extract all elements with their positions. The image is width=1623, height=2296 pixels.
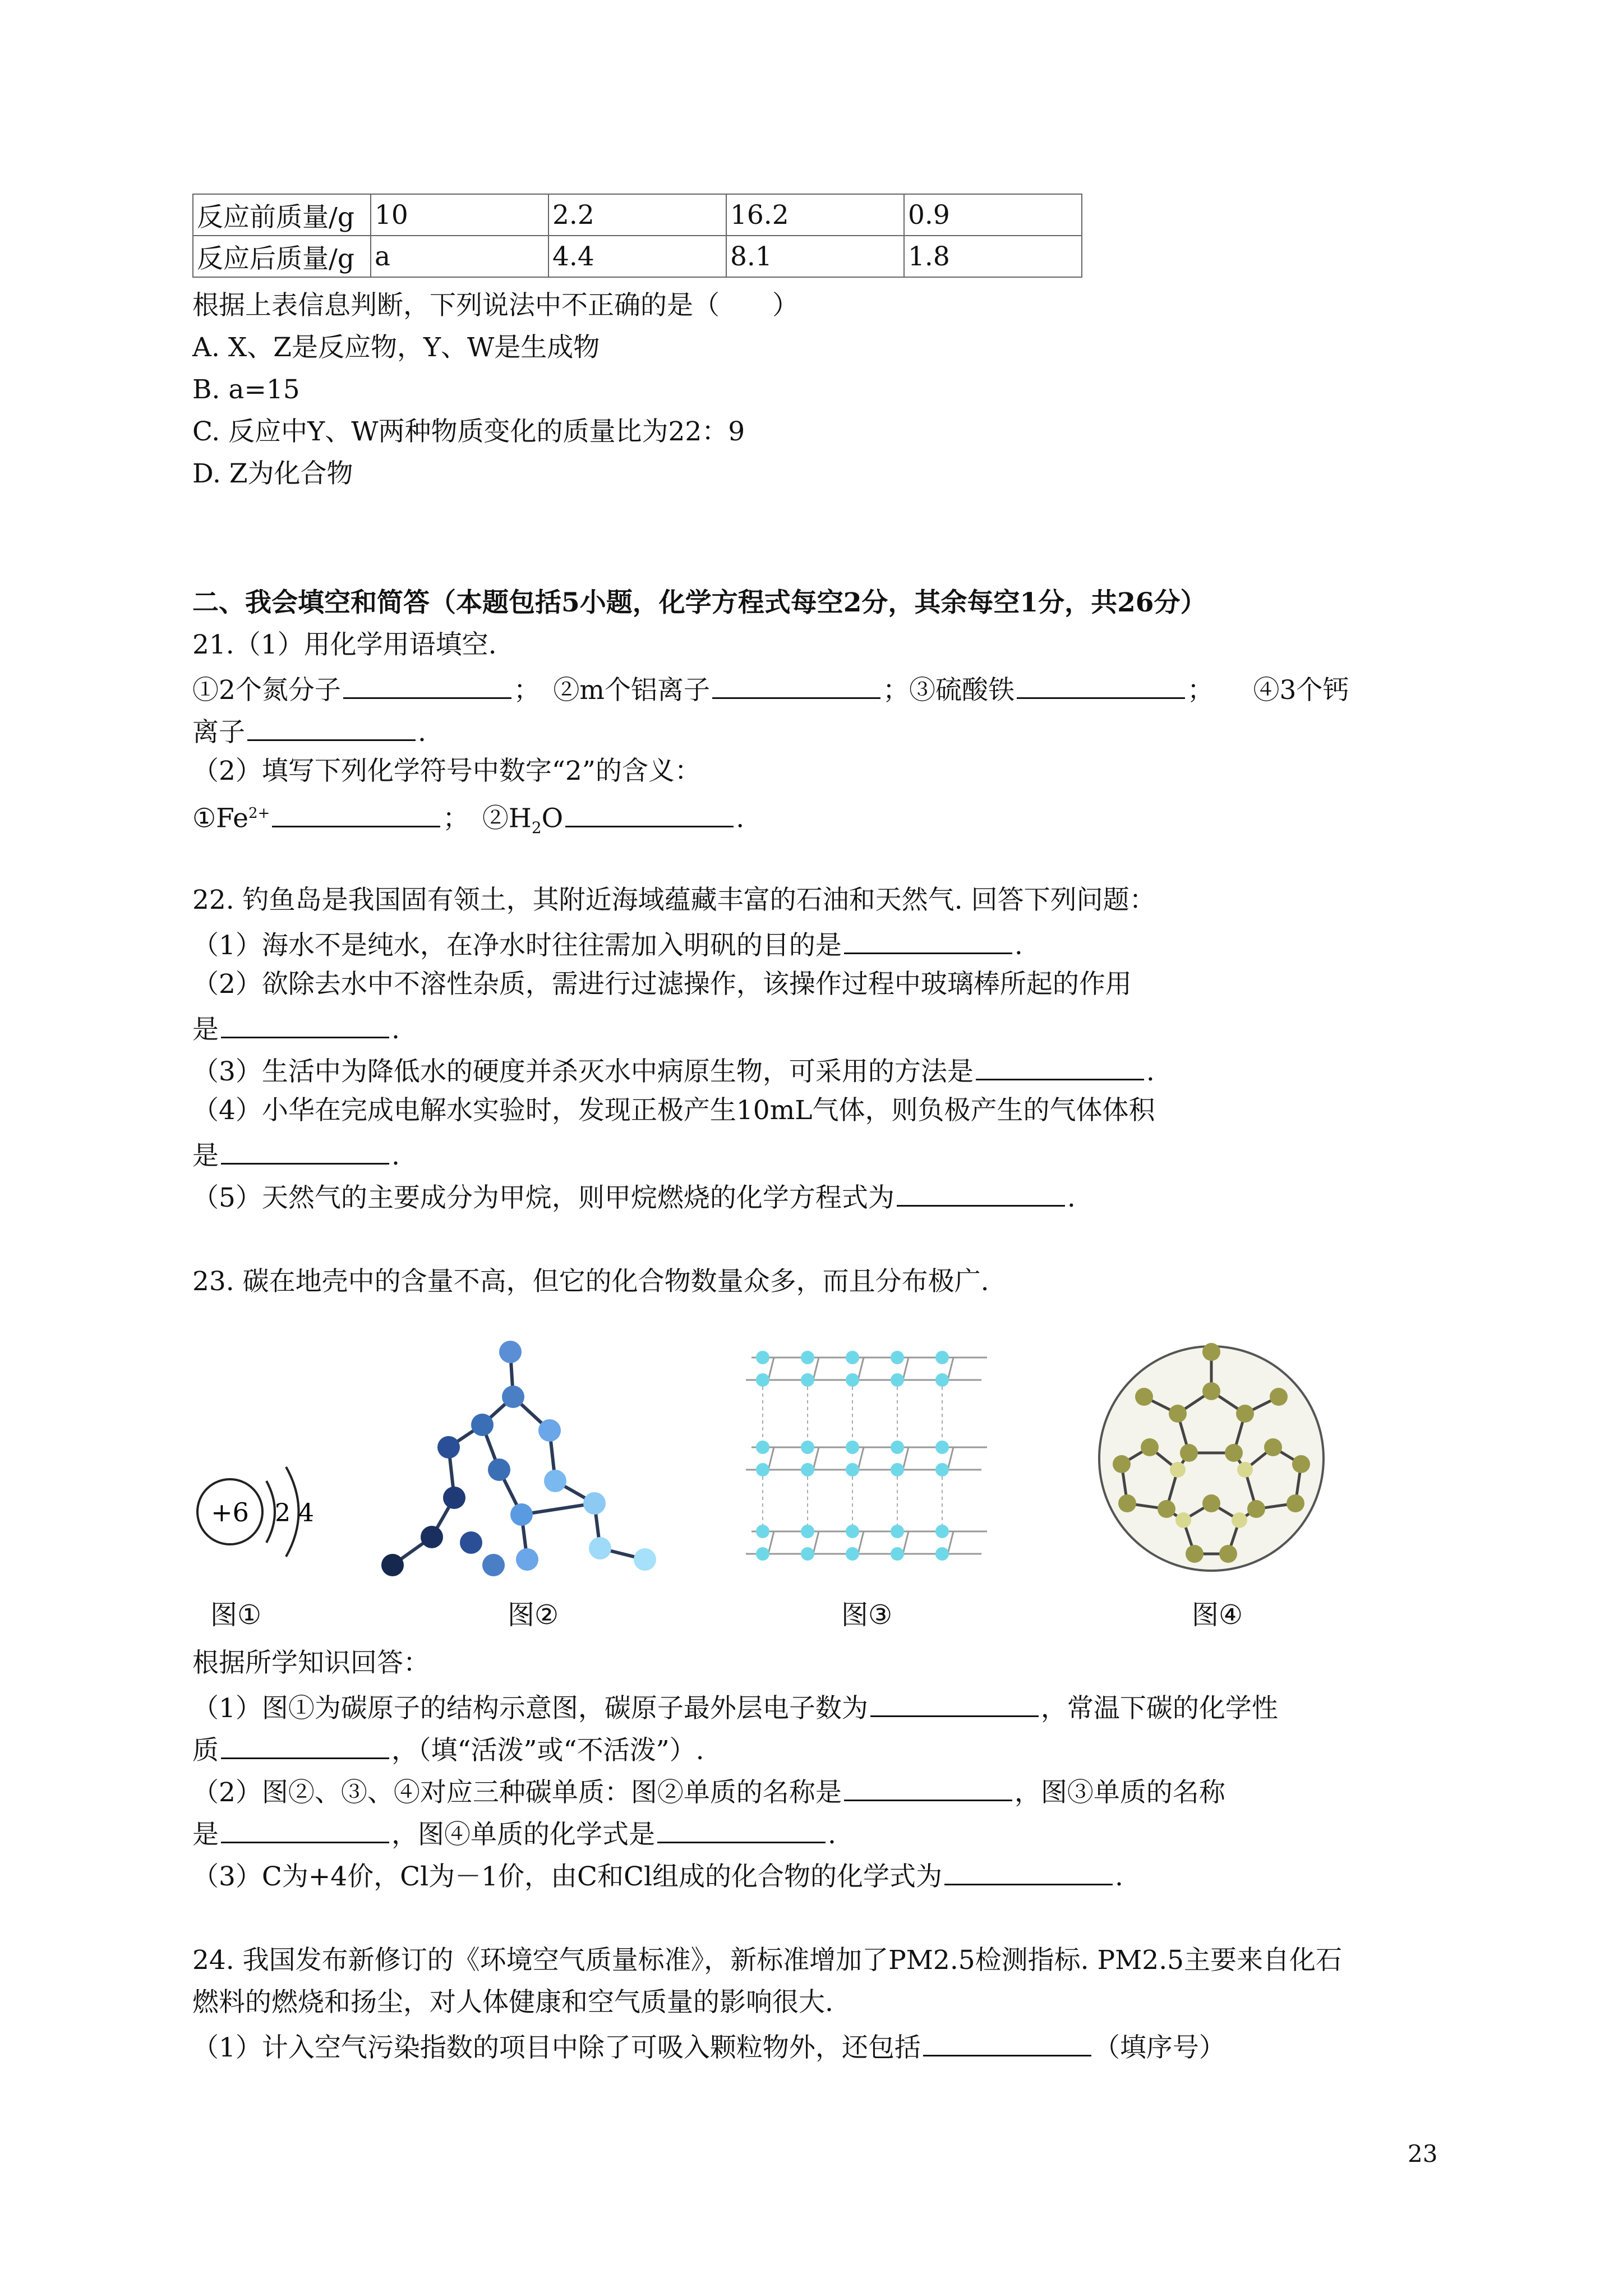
q22-part4: （4）小华在完成电解水实验时，发现正极产生10mL气体，则负极产生的气体体积 [192,1095,1155,1126]
q23-text: （1）图①为碳原子的结构示意图，碳原子最外层电子数为 [192,1693,868,1724]
table-cell: 反应前质量/g [193,194,371,236]
q21-item: ；③硫酸铁 [882,675,1015,706]
q20-stem: 根据上表信息判断，下列说法中不正确的是（ ） [192,290,799,321]
q23-text: ，图④单质的化学式是 [391,1819,655,1850]
period: . [736,803,745,834]
q24-stem-line2: 燃料的燃烧和扬尘，对人体健康和空气质量的影响很大. [192,1987,833,2018]
q22-text: （5）天然气的主要成分为甲烷，则甲烷燃烧的化学方程式为 [192,1182,895,1213]
q21-item: ； ②H [442,803,532,834]
q21-line1 [192,670,1349,707]
nucleus-charge: +6 [211,1497,249,1527]
figure-3-label: 图③ [841,1599,893,1631]
answer-blank[interactable] [272,799,440,827]
q24-text: （填序号） [1093,2032,1225,2063]
answer-blank[interactable] [870,1688,1039,1717]
period: . [1014,930,1023,961]
q23-part3 [192,1857,1123,1894]
table-cell: a [371,236,548,277]
q23-part1-cont [192,1731,704,1768]
q23-text: ，（填“活泼”或“不活泼”）. [391,1735,704,1766]
answer-blank[interactable] [657,1815,826,1843]
q23-part2 [192,1773,1225,1810]
answer-blank[interactable] [247,712,416,741]
mass-table [192,194,1082,278]
q22-text: （3）生活中为降低水的硬度并杀灭水中病原生物，可采用的方法是 [192,1056,974,1087]
q20-option-d: D. Z为化合物 [192,458,353,489]
table-cell: 8.1 [726,236,904,277]
q20-option-a: A. X、Z是反应物，Y、W是生成物 [192,332,600,363]
graphite-structure-image [729,1335,1009,1582]
table-cell: 2.2 [548,194,726,236]
answer-blank[interactable] [221,1731,389,1759]
q23-intro: 根据所学知识回答： [192,1648,430,1678]
answer-blank[interactable] [923,2028,1091,2056]
answer-blank[interactable] [565,799,734,827]
table-cell: 16.2 [726,194,904,236]
section-heading: 二、我会填空和简答（本题包括5小题，化学方程式每空2分，其余每空1分，共26分） [192,587,1207,618]
subscript: 2 [531,818,542,838]
q24-part1 [192,2028,1225,2065]
period: . [1067,1182,1076,1213]
figure-2-label: 图② [508,1599,559,1631]
q23-part1 [192,1688,1278,1726]
q22-part2-cont [192,1010,400,1047]
q23-text: ，图③单质的名称 [1014,1777,1225,1808]
q24-stem-line1: 24. 我国发布新修订的《环境空气质量标准》，新标准增加了PM2.5检测指标. PM2.5主要来自化石 [192,1945,1343,1976]
q23-text: 质 [192,1735,219,1766]
c60-structure-image [1082,1335,1340,1582]
period: . [391,1014,400,1045]
figure-1-label: 图① [210,1599,262,1631]
carbon-atom-diagram [191,1436,320,1588]
page-number: 23 [1408,2140,1438,2168]
answer-blank[interactable] [976,1052,1144,1080]
charge-superscript: 2+ [248,805,270,822]
answer-blank[interactable] [1017,670,1185,699]
table-cell: 1.8 [904,236,1082,277]
q21-item: 离子 [192,717,245,748]
period: . [828,1819,836,1850]
q22-text: 是 [192,1014,219,1045]
q21-item: ； ②m个铝离子 [513,675,710,706]
table-cell: 0.9 [904,194,1082,236]
answer-blank[interactable] [221,1010,389,1038]
diamond-structure-image [381,1335,662,1582]
period: . [391,1140,400,1171]
q21-part1: 21.（1）用化学用语填空. [192,629,497,660]
q22-stem: 22. 钓鱼岛是我国固有领土，其附近海域蕴藏丰富的石油和天然气. 回答下列问题： [192,885,1156,915]
table-cell: 4.4 [548,236,726,277]
q22-part4-cont [192,1136,400,1173]
q22-text: （1）海水不是纯水，在净水时往往需加入明矾的目的是 [192,930,842,961]
q21-item: ； ④3个钙 [1187,675,1349,706]
q21-item: ①Fe [192,803,248,834]
electron-shells: 2 4 [275,1499,314,1527]
answer-blank[interactable] [221,1815,389,1843]
q24-text: （1）计入空气污染指数的项目中除了可吸入颗粒物外，还包括 [192,2032,921,2063]
q22-part1 [192,926,1023,963]
figure-4-label: 图④ [1192,1599,1243,1631]
q23-part2-cont [192,1815,836,1852]
q22-text: 是 [192,1140,219,1171]
table-row [193,194,1082,236]
period: . [1115,1861,1123,1892]
q20-option-b: B. a=15 [192,374,300,405]
answer-blank[interactable] [944,1857,1113,1885]
q22-part5 [192,1178,1076,1215]
q21-item: ①2个氮分子 [192,675,341,706]
table-row [193,236,1082,277]
q23-text: ，常温下碳的化学性 [1040,1693,1278,1724]
answer-blank[interactable] [897,1178,1065,1207]
period: . [418,717,426,748]
q21-line2 [192,712,426,749]
q22-part3 [192,1052,1155,1089]
table-cell: 反应后质量/g [193,236,371,277]
answer-blank[interactable] [844,1773,1012,1801]
answer-blank[interactable] [343,670,511,699]
q23-text: （2）图②、③、④对应三种碳单质：图②单质的名称是 [192,1777,842,1808]
q21-line4 [192,797,744,845]
q23-stem: 23. 碳在地壳中的含量不高，但它的化合物数量众多，而且分布极广. [192,1266,989,1297]
q22-part2: （2）欲除去水中不溶性杂质，需进行过滤操作，该操作过程中玻璃棒所起的作用 [192,969,1132,1000]
q23-text: 是 [192,1819,219,1850]
q20-option-c: C. 反应中Y、W两种物质变化的质量比为22：9 [192,416,745,447]
answer-blank[interactable] [844,926,1012,954]
answer-blank[interactable] [221,1136,389,1165]
table-cell: 10 [371,194,548,236]
q23-text: （3）C为+4价，Cl为－1价，由C和Cl组成的化合物的化学式为 [192,1861,942,1892]
q21-part2: （2）填写下列化学符号中数字“2”的含义： [192,756,701,786]
period: . [1146,1056,1155,1087]
answer-blank[interactable] [712,670,880,699]
q21-item: O [541,803,564,834]
